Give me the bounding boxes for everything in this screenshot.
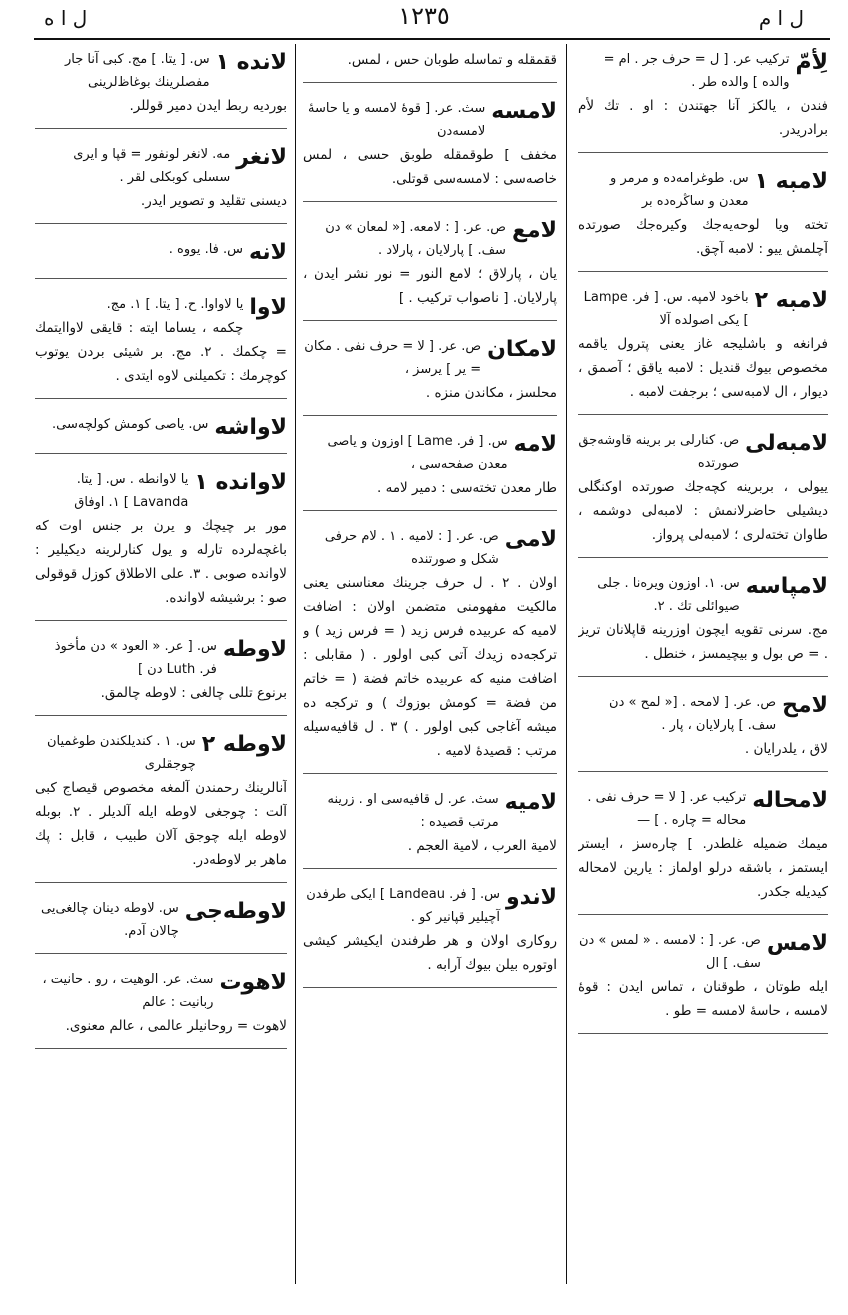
entry-definition: مور بر چیچك و یرن بر جنس اوت که باغچه‌لرده تارله و یول کنارلرینه دیکیلیر : لاوانده صوبی . ٣. علی الاطلاق کوزل قوقولی صو : برشیشه لاوانده. [35, 518, 287, 606]
entry-definition: مج. سرنی تقویه ایچون اوزرینه قاپلانان تریز . = ص بول و بیچیمسز ، خنطل . [578, 622, 828, 662]
entry-grammar: س. فا. یووه . [168, 242, 244, 257]
dictionary-entry [35, 897, 287, 954]
entry-headword: لامیه [504, 790, 557, 815]
entry-headword: لِأُمّ [795, 50, 828, 75]
dictionary-entry [303, 788, 557, 869]
entry-definition: برنوع تللی چالغی : لاوطه چالمق. [100, 685, 287, 701]
entry-headword: لاوطه‌جی [184, 899, 287, 924]
dictionary-entry [578, 429, 828, 558]
entry-grammar: ترکیب عر. [ لا = حرف نفی . محاله = چاره . ] — [587, 790, 747, 828]
dictionary-entry [578, 286, 828, 415]
entry-headword: لامسه [491, 99, 557, 124]
entry-definition: چکمه ، یساما ایته : قایقی لاواایتمك = چکمك . ٢. مج. بر شیئی بردن یوتوب کوچرمك : تکمیلنی لاوه ایتدی . [35, 320, 287, 384]
entry-definition: دیسنی تقلید و تصویر ایدر. [140, 193, 287, 209]
entry-headword: لانغر [236, 145, 287, 170]
entry-definition: اولان . ٢ . ل حرف جرینك معناسنی یعنی مالکیت مفهومنی متضمن اولان : اضافت لامیه که عربیده فرس زید ( = فرس زید ) و ترکجه‌ده زیدك آتی کبی اولور . ( مقابلی : اضافت منیه که عربیده خاتم فضة ( = خاتم من فضة = کومش بوزوك ) و ترکجه ده میشه آغاجی کبی اولور . ) ٣ . ل قافیه‌سیله مرتب : قصیدهٔ لامیه . [303, 575, 557, 759]
entry-definition: فندن ، یالکز آنا جهتندن : او . تك لأم برادریدر. [578, 98, 828, 138]
entry-grammar: س. لاوطه دینان چالغی‌یی چالان آدم. [41, 901, 179, 939]
entry-grammar: باخود لامپه. س. [ فر. Lampe ] یکی اصولده آلا [583, 290, 749, 328]
page-header [0, 0, 848, 40]
entry-headword: لاندو [505, 885, 557, 910]
entry-grammar: ص. عر. [ لا = حرف نفی . مکان = یر ] یرسز ، [304, 339, 482, 377]
dictionary-entry [578, 167, 828, 272]
entry-definition: لامیة العرب ، لامیة العجم . [407, 838, 557, 854]
entry-grammar: س. ١ . کندیلکندن طوغمیان چوجقلری [46, 734, 196, 772]
entry-headword: لانده ١ [215, 50, 287, 75]
entry-headword: لانه [249, 240, 287, 265]
dictionary-entry [35, 730, 287, 883]
entry-grammar: ص. کنارلی بر برینه قاوشه‌جق صورتده [578, 433, 740, 471]
dictionary-entry [303, 97, 557, 202]
entry-definition: تخته ویا لوحه‌یه‌جك وکیره‌جك صورتده آچلمش ییو : لامبه آچق. [578, 217, 828, 257]
entry-headword: لامی [504, 527, 557, 552]
entry-headword: لامه [513, 432, 557, 457]
dictionary-entry [303, 48, 557, 83]
dictionary-entry [303, 883, 557, 988]
entry-definition: لاهوت = روحانیلر عالمی ، عالم معنوی. [65, 1018, 287, 1034]
column-divider [295, 44, 296, 1284]
entry-grammar: س. ١. اوزون ویره‌نا . جلی صیوائلی تك . ٢. [597, 576, 740, 614]
entry-grammar: سث. عر. ل قافیه‌سی او . زرینه مرتب قصیده : [327, 792, 499, 830]
entry-headword: لامپاسه [745, 574, 828, 599]
entry-grammar: س. [ یتا. ] مج. کبی آنا جار مفصلرینك بوغاظ‌لرینی [64, 52, 210, 90]
entry-headword: لامحاله [752, 788, 828, 813]
column-right [578, 48, 828, 1288]
dictionary-entry [578, 48, 828, 153]
entry-headword: لامبه‌لی [745, 431, 828, 456]
entry-definition: مخفف ] طوقمقله طوبق حسی ، لمس خاصه‌سی : لامسه‌سی قوتلی. [303, 147, 557, 187]
column-left [35, 48, 287, 1288]
dictionary-entry [35, 635, 287, 716]
entry-grammar: ص. عر. [ : لامیه . ١ . لام حرفی شکل و صورتنده [324, 529, 499, 567]
entry-headword: لامبه ٢ [754, 288, 828, 313]
left-guide-word: ل ا ه [44, 6, 88, 30]
entry-headword: لامبه ١ [754, 169, 828, 194]
entry-headword: لاوانده ١ [194, 470, 287, 495]
entry-definition: میمك ضمیله غلطدر. ] چاره‌سز ، ایستر ایستمز ، باشقه درلو اولماز : یارین لامحاله کیدیله جکدر. [578, 836, 828, 900]
dictionary-entry [35, 48, 287, 129]
dictionary-entry [35, 238, 287, 279]
dictionary-entry [578, 786, 828, 915]
entry-definition: روکاری اولان و هر طرفندن ایکیشر کیشی اوتوره بیلن بیوك آرابه . [303, 933, 557, 973]
entry-definition: لاق ، یلدرایان . [744, 741, 828, 757]
entry-grammar: مه. لانغر لونفور = قپا و ایری سسلی کوبكلی لقر . [73, 147, 231, 185]
column-middle [303, 48, 557, 1288]
dictionary-entry [35, 468, 287, 621]
entry-grammar: یا لاواوا. ح. [ یتا. ] ١. مج. [106, 297, 244, 312]
dictionary-entry [303, 430, 557, 511]
entry-headword: لامس [766, 931, 828, 956]
entry-definition: بوردیه ربط ایدن دمیر قوللر. [129, 98, 287, 114]
header-rule [34, 38, 830, 40]
entry-headword: لاوطه [222, 637, 287, 662]
entry-grammar: س. [ فر. Landeau ] ایکی طرفدن آچیلیر قپانیر کو . [306, 887, 500, 925]
entry-definition: ققمقله و تماسله طوبان حس ، لمس. [347, 52, 557, 68]
dictionary-entry [578, 691, 828, 772]
entry-headword: لاوا [249, 295, 287, 320]
entry-headword: لاوطه ٢ [201, 732, 287, 757]
entry-definition: یان ، پارلاق ؛ لامع النور = نور نشر ایدن ، پارلایان. [ ناصواب ترکیب . ] [303, 266, 557, 306]
entry-definition: ایله طوتان ، طوقنان ، تماس ایدن : قوهٔ لامسه ، حاسهٔ لامسه = طو . [578, 979, 828, 1019]
entry-grammar: ترکیب عر. [ ل = حرف جر . ام = والده ] والده طر . [603, 52, 790, 90]
entry-headword: لامع [511, 218, 557, 243]
entry-grammar: س. [ عر. « العود » دن مأخوذ فر. Luth دن ] [54, 639, 217, 677]
entry-grammar: س. طوغرامه‌ده و مرمر و معدن و ساڭره‌ده بر [610, 171, 749, 209]
entry-definition: ییولی ، بربرینه کچه‌جك صورتده اوکنگلی دیشیلی حاضرلانمش : لامبه‌لی دوشمه ، طاوان تخته‌لری ؛ لامبه‌لی پرواز. [578, 479, 828, 543]
page-number: ١٢٣٥ [398, 2, 450, 30]
entry-definition: آنالرینك رحمندن آلمغه مخصوص قیصاج کبی آلت : چوجغی لاوطه ایله آلدیلر . ٢. بوبله لاوطه ایله چوجق آلان طبیب ، قابل : پك ماهر بر لاوطه‌در. [35, 780, 287, 868]
entry-grammar: ص. عر. [ : لامسه . « لمس » دن سف. ] ال [578, 933, 761, 971]
entry-headword: لامکان [487, 337, 557, 362]
dictionary-entry [35, 143, 287, 224]
entry-grammar: ص. عر. [ : لامعه. [« لمعان » دن سف. ] پارلایان ، پارلاد . [325, 220, 506, 258]
entry-grammar: سث. عر. الوهیت ، رو . حانیت ، ربانیت : عالم [42, 972, 214, 1010]
dictionary-entry [303, 525, 557, 774]
entry-headword: لاواشه [214, 415, 287, 440]
entry-grammar: ص. عر. [ لامحه . [« لمح » دن سف. ] پارلایان ، پار . [609, 695, 777, 733]
entry-grammar: یا لاوانطه . س. [ یتا. Lavanda ] ١. اوفاق [74, 472, 189, 510]
dictionary-entry [35, 968, 287, 1049]
dictionary-entry [303, 335, 557, 416]
entry-grammar: س. [ فر. Lame ] اوزون و یاصی معدن صفحه‌سی ، [327, 434, 508, 472]
entry-definition: فرانغه و باشلیجه غاز یعنی پترول یاقمه مخصوص بیوك قندیل : لامبه یاقق ؛ آصمق ، دیوار ، ال لامبه‌سی ؛ برجفت لامبه . [578, 336, 828, 400]
dictionary-entry [35, 293, 287, 399]
entry-definition: طار معدن تخته‌سی : دمیر لامه . [377, 480, 557, 496]
entry-definition: محلسز ، مکاندن منزه . [425, 385, 557, 401]
entry-headword: لامح [782, 693, 828, 718]
dictionary-entry [303, 216, 557, 321]
dictionary-entry [578, 929, 828, 1034]
entry-grammar: س. یاصی کومش کولچه‌سی. [52, 417, 209, 432]
dictionary-entry [35, 413, 287, 454]
entry-grammar: سث. عر. [ قوهٔ لامسه و یا حاسهٔ لامسه‌دن [308, 101, 486, 139]
entry-headword: لاهوت [219, 970, 287, 995]
right-guide-word: ل ا م [758, 6, 804, 30]
dictionary-entry [578, 572, 828, 677]
column-divider [566, 44, 567, 1284]
